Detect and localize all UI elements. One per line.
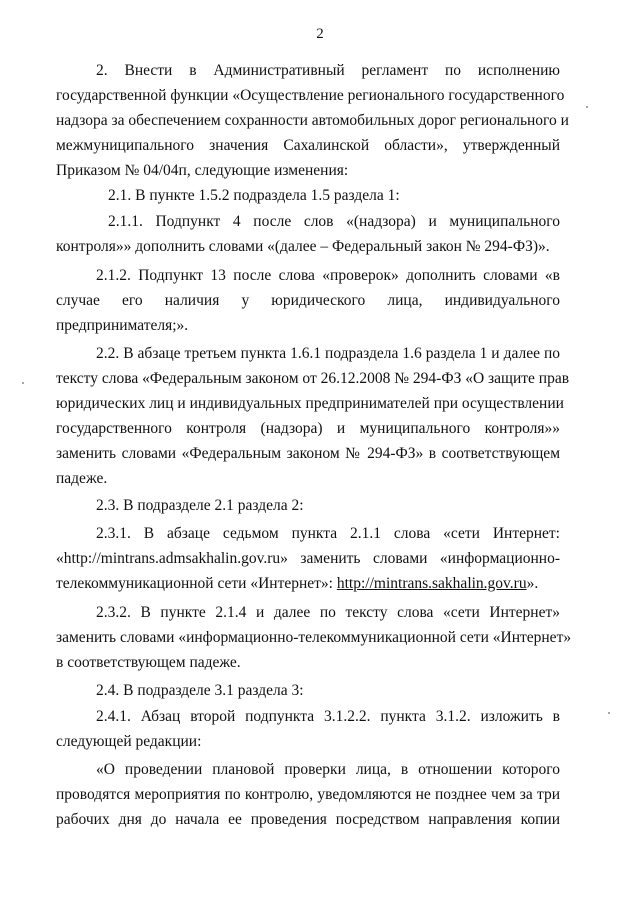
text-line	[56, 546, 560, 571]
text-line	[56, 83, 565, 108]
paragraph	[56, 341, 570, 491]
page-number: 2	[316, 26, 324, 42]
scan-speck	[608, 712, 610, 714]
line-text: государственной функции «Осуществление регионального государственного	[56, 87, 565, 104]
text-line	[56, 313, 560, 338]
paragraph	[56, 678, 560, 703]
text-line	[56, 288, 560, 313]
line-text: «http://mintrans.admsakhalin.gov.ru» заменить словами «информационно-	[56, 550, 560, 567]
text-line	[56, 133, 560, 158]
line-text: предпринимателя;».	[56, 317, 189, 334]
line-text: Приказом № 04/04п, следующие изменения:	[56, 162, 349, 179]
text-line	[56, 757, 560, 782]
text-line	[56, 807, 560, 832]
line-text: 2.1. В пункте 1.5.2 подраздела 1.5 раздела 1:	[108, 187, 400, 204]
line-text: случае его наличия у юридического лица, индивидуального	[56, 292, 560, 309]
line-text: тексту слова «Федеральным законом от 26.12.2008 № 294-ФЗ «О защите прав	[56, 370, 570, 387]
paragraph	[56, 183, 560, 208]
text-line	[56, 158, 560, 183]
text-line	[56, 58, 560, 83]
text-line	[56, 678, 560, 703]
scan-speck	[586, 106, 588, 108]
text-line	[56, 521, 560, 546]
paragraph	[56, 757, 560, 832]
paragraph	[56, 58, 569, 183]
text-line	[56, 571, 560, 596]
line-text: надзора за обеспечением сохранности автомобильных дорог регионального и	[56, 112, 569, 129]
text-line	[56, 391, 564, 416]
line-text: 2.1.2. Подпункт 13 после слова «проверок» дополнить словами «в	[96, 267, 560, 284]
paragraph	[56, 263, 560, 338]
line-text: 2.3.1. В абзаце седьмом пункта 2.1.1 слова «сети Интернет:	[96, 525, 560, 542]
line-text: государственного контроля (надзора) и муниципального контроля»»	[56, 420, 560, 437]
paragraph	[56, 521, 560, 596]
text-line	[56, 366, 570, 391]
text-line	[56, 263, 560, 288]
text-line	[56, 729, 560, 754]
line-text: следующей редакции:	[56, 733, 202, 750]
text-line	[56, 600, 560, 625]
text-line	[56, 416, 560, 441]
line-text: 2.3. В подразделе 2.1 раздела 2:	[96, 497, 304, 514]
line-text: заменить словами «Федеральным законом № 294-ФЗ» в соответствующем	[56, 445, 560, 462]
line-text: падеже.	[56, 470, 108, 487]
line-text: 2.3.2. В пункте 2.1.4 и далее по тексту слова «сети Интернет»	[96, 604, 560, 621]
paragraph	[56, 600, 572, 675]
line-text: «О проведении плановой проверки лица, в отношении которого	[96, 761, 560, 778]
paragraph	[56, 493, 560, 518]
paragraph	[56, 209, 560, 259]
text-line	[56, 704, 560, 729]
text-line	[56, 782, 560, 807]
line-text: 2.2. В абзаце третьем пункта 1.6.1 подраздела 1.6 раздела 1 и далее по	[96, 345, 560, 362]
text-line	[56, 625, 572, 650]
text-line	[56, 209, 560, 234]
line-text: 2.4. В подразделе 3.1 раздела 3:	[96, 682, 304, 699]
text-line	[56, 108, 569, 133]
line-text: 2. Внести в Административный регламент по исполнению	[96, 62, 560, 79]
line-text: в соответствующем падеже.	[56, 654, 241, 671]
text-line	[56, 650, 560, 675]
text-line	[56, 441, 560, 466]
scan-speck	[22, 382, 24, 384]
line-text: 2.4.1. Абзац второй подпункта 3.1.2.2. пункта 3.1.2. изложить в	[96, 708, 560, 725]
text-line	[56, 466, 560, 491]
line-text: заменить словами «информационно-телекоммуникационной сети «Интернет»	[56, 629, 572, 646]
line-text: проводятся мероприятия по контролю, уведомляются не позднее чем за три	[56, 786, 560, 803]
text-line	[56, 183, 560, 208]
paragraph	[56, 704, 560, 754]
line-text: контроля»» дополнить словами «(далее – Федеральный закон № 294-ФЗ)».	[56, 238, 550, 255]
url-link[interactable]: http://mintrans.sakhalin.gov.ru	[336, 575, 527, 592]
line-text: юридических лиц и индивидуальных предпринимателей при осуществлении	[56, 395, 564, 412]
line-text: межмуниципального значения Сахалинской области», утвержденный	[56, 137, 560, 154]
line-text: телекоммуникационной сети «Интернет»:	[56, 575, 337, 592]
line-text-tail: ».	[526, 575, 539, 592]
text-line	[56, 234, 560, 259]
text-line	[56, 341, 560, 366]
text-line	[56, 493, 560, 518]
line-text: 2.1.1. Подпункт 4 после слов «(надзора) и муниципального	[108, 213, 560, 230]
line-text: рабочих дня до начала ее проведения посредством направления копии	[56, 811, 560, 828]
